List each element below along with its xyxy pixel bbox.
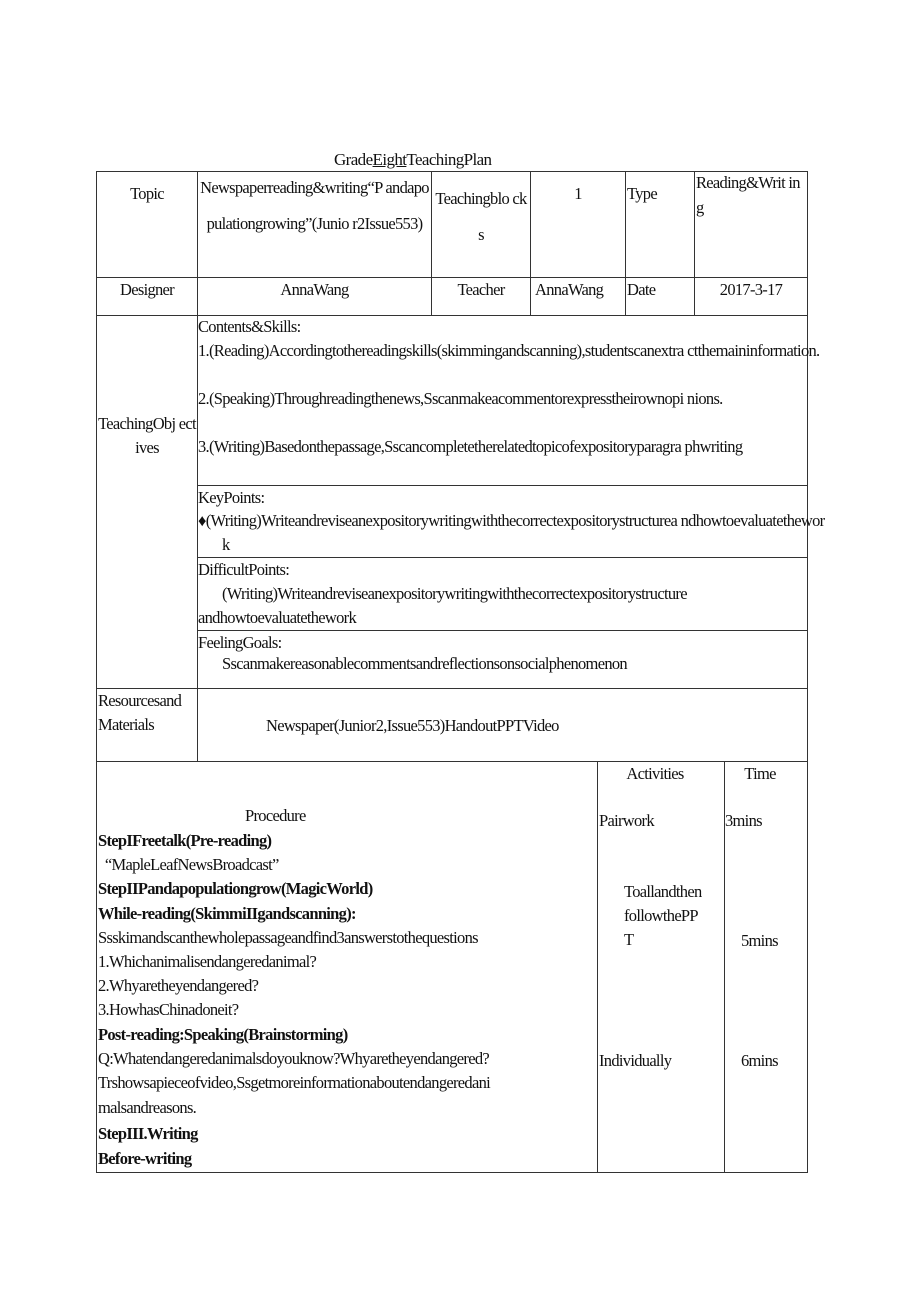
activity-value: Toallandthen — [624, 882, 702, 901]
designer-value: AnnaWang — [280, 280, 349, 299]
time-value: 5mins — [741, 931, 778, 950]
procedure-line: 3.HowhasChinadoneit? — [98, 1000, 239, 1019]
teaching-blocks-label: Teachingblo cks — [435, 189, 527, 244]
time-header: Time — [744, 764, 776, 783]
difficult-points-line: (Writing)Writeandreviseanexpositorywritingwiththecorrectexpositorystructure — [222, 584, 687, 603]
time-value: 6mins — [741, 1051, 778, 1070]
procedure-line: 1.Whichanimalisendangeredanimal? — [98, 952, 317, 971]
activity-value: Individually — [599, 1051, 672, 1070]
contents-heading: Contents&Skills: — [198, 317, 301, 336]
procedure-line: “MapleLeafNewsBroadcast” — [98, 855, 279, 874]
activity-value: followthePP — [624, 906, 698, 925]
feeling-goals-heading: FeelingGoals: — [198, 633, 282, 652]
procedure-line: 2.Whyaretheyendangered? — [98, 976, 259, 995]
procedure-line: StepIIPandapopulationgrow(MagicWorld) — [98, 879, 373, 898]
resources-value: Newspaper(Junior2,Issue553)HandoutPPTVideo — [266, 716, 559, 735]
grid-line — [625, 171, 626, 316]
key-points-text: ♦(Writing)Writeandreviseanexpositorywritingwiththecorrectexpositorystructurea ndhowtoevaluatethework — [198, 511, 825, 554]
difficult-points-line: andhowtoevaluatethework — [198, 608, 357, 627]
grid-line — [197, 485, 808, 486]
procedure-line: While-reading(SkimmiIIgandscanning): — [98, 904, 356, 923]
procedure-line: StepIII.Writing — [98, 1124, 198, 1143]
contents-item: 1.(Reading)Accordingtothereadingskills(skimmingandscanning),studentscanextra ctthemaininformation. — [198, 341, 820, 360]
activity-value: T — [624, 930, 634, 949]
procedure-line: StepIFreetalk(Pre-reading) — [98, 831, 272, 850]
key-points-heading: KeyPoints: — [198, 488, 265, 507]
topic-value: Newspaperreading&writing“P andapopulationgrowing”(Junio r2Issue553) — [200, 178, 429, 233]
objectives-label: TeachingObj ectives — [98, 414, 196, 457]
title-post: TeachingPlan — [406, 150, 492, 169]
teaching-blocks-value: 1 — [574, 184, 582, 203]
grid-line — [807, 171, 808, 1173]
procedure-line: Before-writing — [98, 1149, 192, 1168]
title-pre: Grade — [334, 150, 373, 169]
procedure-line: malsandreasons. — [98, 1098, 197, 1117]
contents-item: 3.(Writing)Basedonthepassage,Sscancompletetherelatedtopicofexpositoryparagra phwriting — [198, 437, 743, 456]
procedure-header: Procedure — [245, 806, 306, 825]
procedure-line: Trshowsapieceofvideo,Ssgetmoreinformationaboutendangeredani — [98, 1073, 491, 1092]
grid-line — [597, 761, 598, 1173]
grid-line — [96, 688, 808, 689]
grid-line — [96, 1172, 808, 1173]
procedure-line: Post-reading:Speaking(Brainstorming) — [98, 1025, 348, 1044]
time-value: 3mins — [725, 811, 762, 830]
activities-header: Activities — [626, 764, 684, 783]
procedure-line: Ssskimandscanthewholepassageandfind3answerstothequestions — [98, 928, 478, 947]
title-underlined: Eight — [372, 150, 407, 169]
date-value: 2017-3-17 — [719, 280, 783, 299]
topic-label: Topic — [130, 184, 164, 203]
grid-line — [96, 171, 97, 1173]
designer-label: Designer — [120, 280, 174, 299]
activity-value: Pairwork — [599, 811, 654, 830]
feeling-goals-text: Sscanmakereasonablecommentsandreflectionsonsocialphenomenon — [222, 654, 627, 673]
type-label: Type — [627, 184, 657, 203]
type-value: Reading&Writ ing — [696, 173, 800, 217]
teacher-value: AnnaWang — [535, 280, 604, 299]
date-label: Date — [627, 280, 656, 299]
resources-label: Resourcesand Materials — [98, 691, 182, 734]
procedure-line: Q:Whatendangeredanimalsdoyouknow?Whyaretheyendangered? — [98, 1049, 490, 1068]
grid-line — [197, 171, 198, 762]
difficult-points-heading: DifficultPoints: — [198, 560, 290, 579]
grid-line — [197, 630, 808, 631]
teacher-label: Teacher — [457, 280, 505, 299]
contents-item: 2.(Speaking)Throughreadingthenews,Sscanmakeacommentorexpresstheirownopi nions. — [198, 389, 723, 408]
page-title — [334, 150, 491, 170]
